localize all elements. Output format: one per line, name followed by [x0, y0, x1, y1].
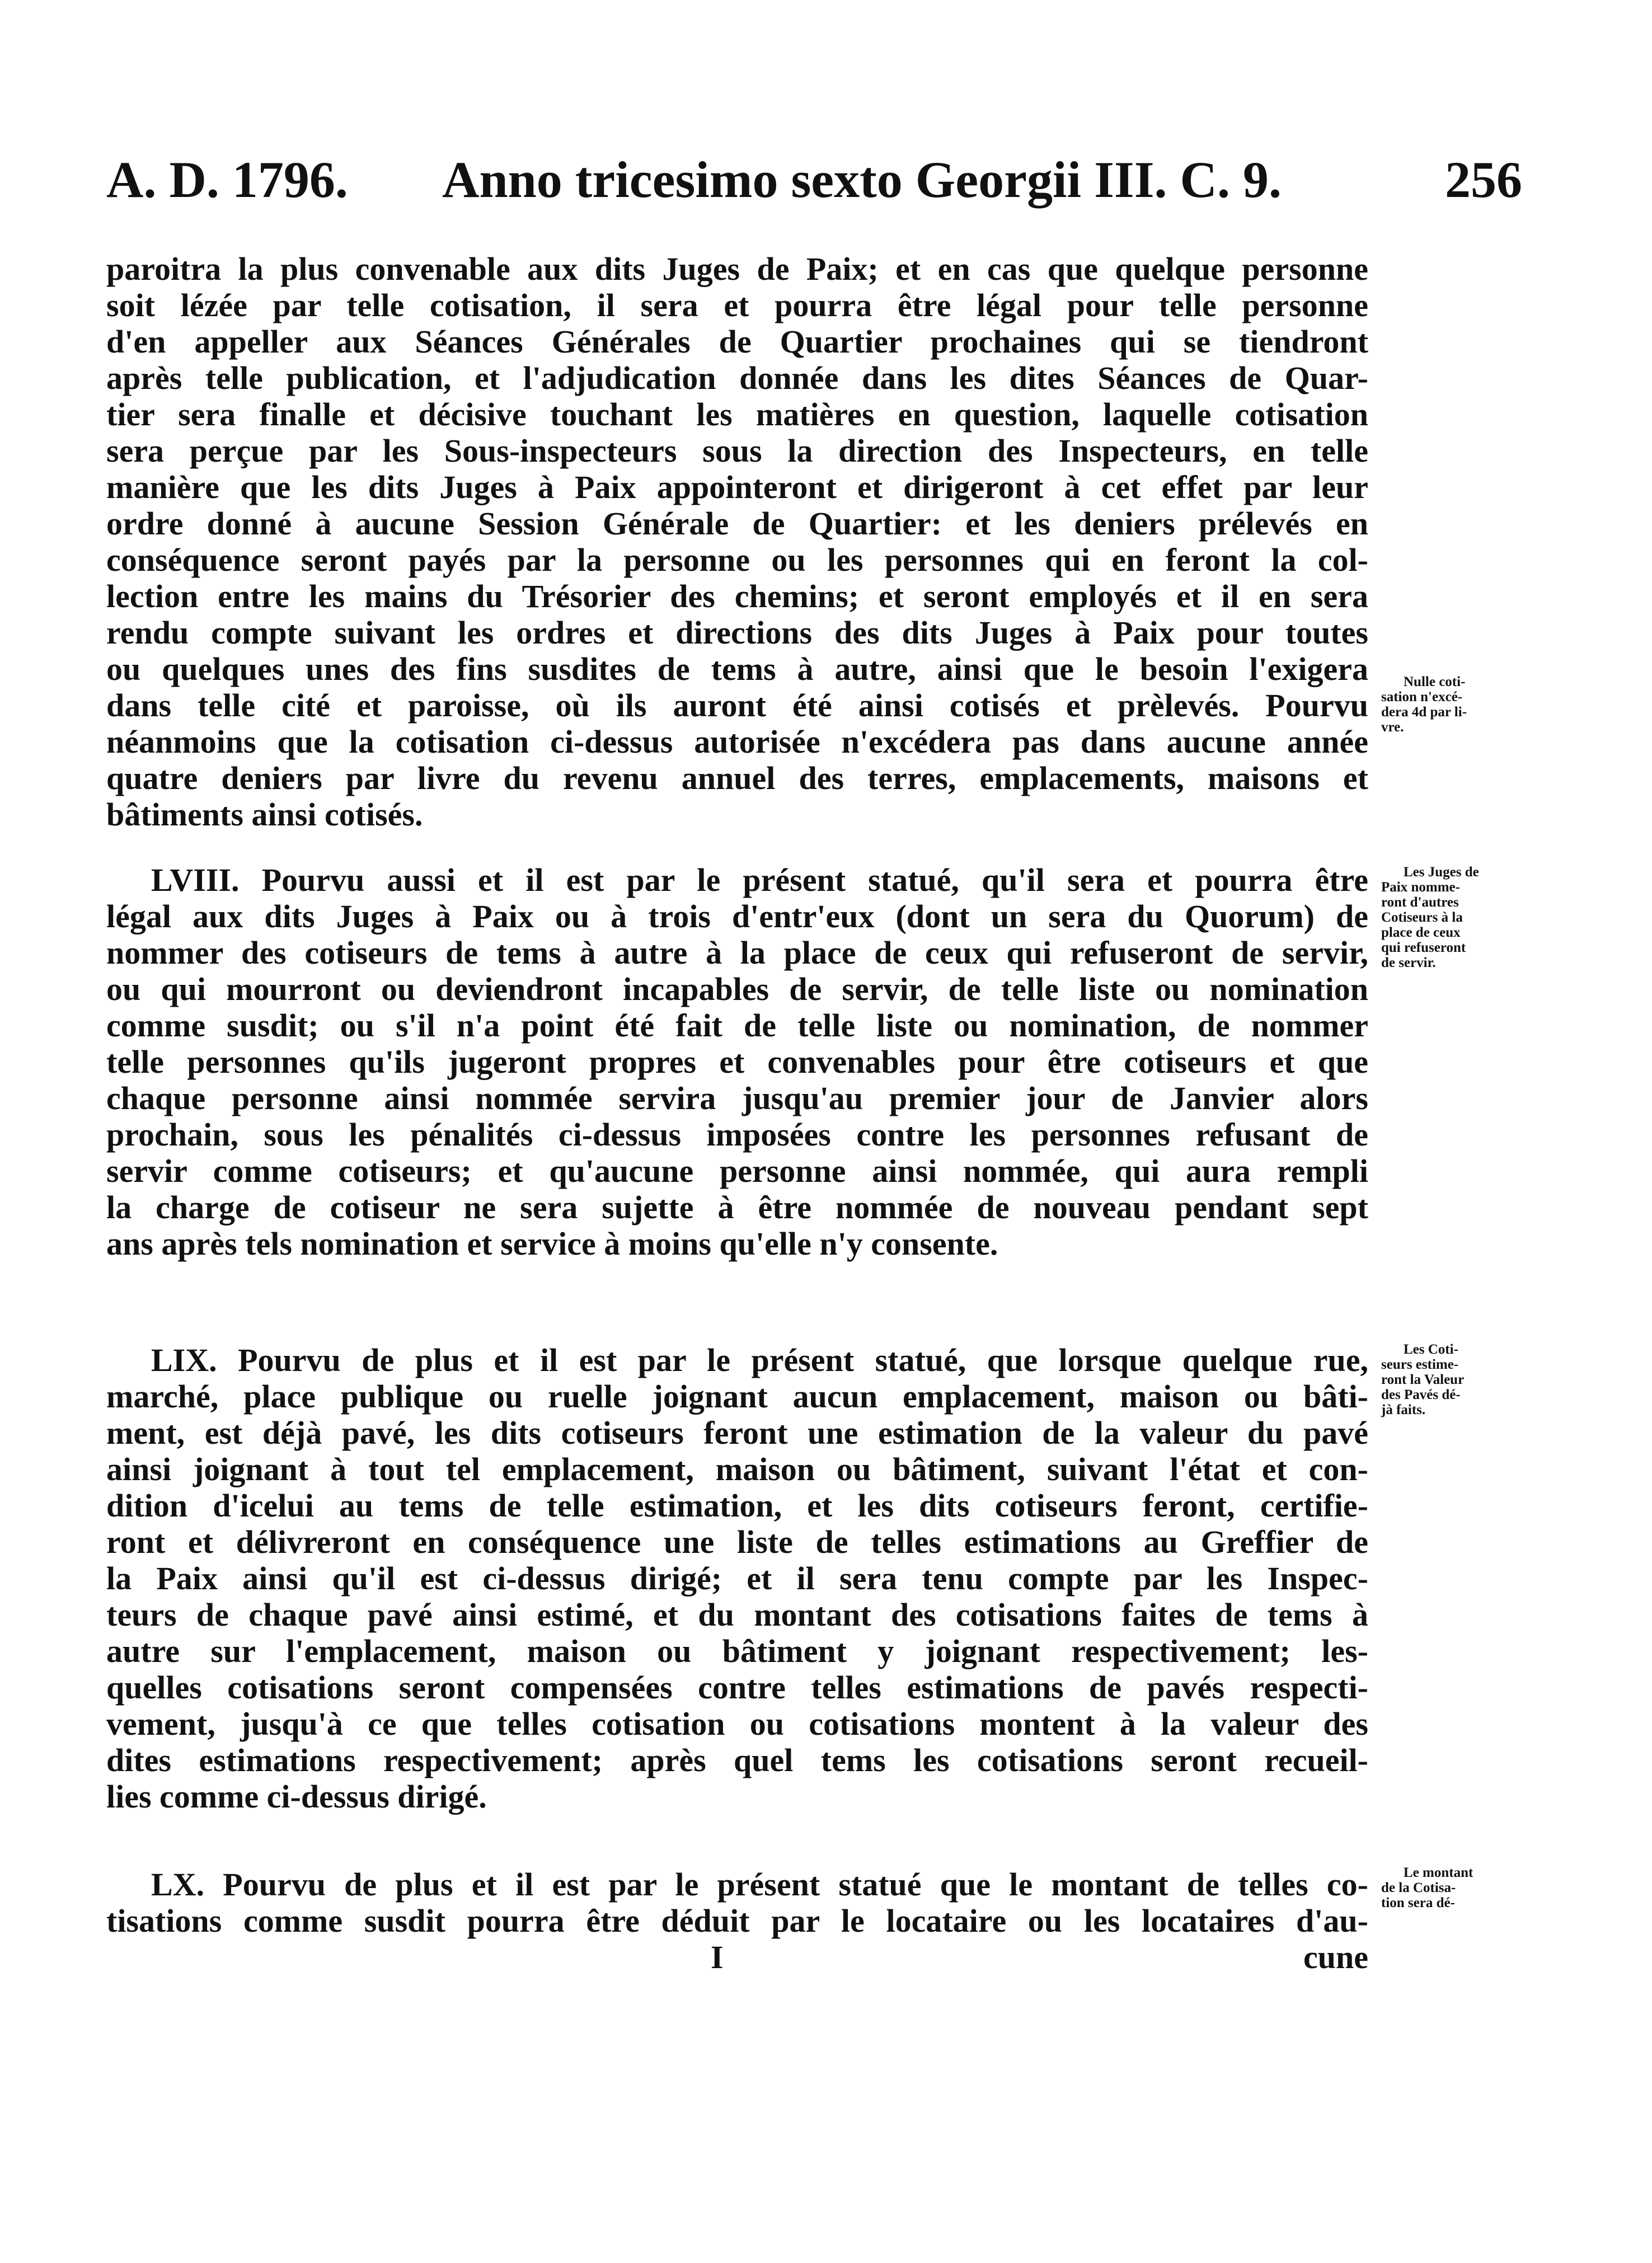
text-line: conséquence seront payés par la personne ou les personnes qui en feront la col-: [106, 542, 1368, 578]
note-line: Cotiseurs à la: [1381, 910, 1463, 925]
text-line: ront et délivreront en conséquence une liste de telles estimations au Greffier de: [106, 1524, 1368, 1560]
text-line: comme susdit; ou s'il n'a point été fait de telle liste ou nomination, de nommer: [106, 1007, 1368, 1044]
text-line: ans après tels nomination et service à moins qu'elle n'y consente.: [106, 1226, 998, 1262]
text-line: ment, est déjà pavé, les dits cotiseurs feront une estimation de la valeur du pavé: [106, 1415, 1368, 1451]
text-line: LX. Pourvu de plus et il est par le présent statué que le montant de telles co-: [151, 1866, 1368, 1903]
note-line: des Pavés dé-: [1381, 1387, 1461, 1402]
text-line: servir comme cotiseurs; et qu'aucune personne ainsi nommée, qui aura rempli: [106, 1153, 1368, 1189]
text-line: rendu compte suivant les ordres et directions des dits Juges à Paix pour toutes: [106, 614, 1368, 651]
text-line: tier sera finalle et décisive touchant les matières en question, laquelle cotisation: [106, 396, 1368, 433]
text-line: sera perçue par les Sous-inspecteurs sous la direction des Inspecteurs, en telle: [106, 433, 1368, 469]
note-line: seurs estime-: [1381, 1357, 1459, 1372]
note-line: dera 4d par li-: [1381, 705, 1467, 720]
text-line: ou qui mourront ou deviendront incapables de servir, de telle liste ou nomination: [106, 971, 1368, 1007]
text-line: lies comme ci-dessus dirigé.: [106, 1778, 487, 1815]
text-line: manière que les dits Juges à Paix appointeront et dirigeront à cet effet par leur: [106, 469, 1368, 505]
catchword: cune: [1303, 1939, 1368, 1975]
note-line: de servir.: [1381, 955, 1436, 970]
text-line: lection entre les mains du Trésorier des chemins; et seront employés et il en sera: [106, 578, 1368, 614]
section-LIX: [106, 1342, 1368, 1815]
page-number: 256: [1445, 151, 1522, 208]
note-line: place de ceux: [1381, 925, 1461, 940]
note-line: ront d'autres: [1381, 895, 1459, 910]
text-line: marché, place publique ou ruelle joignant aucun emplacement, maison ou bâti-: [106, 1378, 1368, 1415]
page-header: [106, 150, 1522, 212]
paragraph-continuation: [106, 251, 1368, 833]
note-line: qui refuseront: [1381, 940, 1466, 955]
signature-line: [106, 1939, 1368, 1975]
text-line: teurs de chaque pavé ainsi estimé, et du montant des cotisations faites de tems à: [106, 1597, 1368, 1633]
signature-mark: I: [711, 1939, 724, 1975]
text-line: bâtiments ainsi cotisés.: [106, 796, 423, 833]
text-line: après telle publication, et l'adjudication donnée dans les dites Séances de Quar-: [106, 360, 1368, 396]
note-line: sation n'excé-: [1381, 689, 1463, 705]
section-LVIII: [106, 862, 1368, 1262]
text-line: ordre donné à aucune Session Générale de Quartier: et les deniers prélevés en: [106, 505, 1368, 542]
header-title: Anno tricesimo sexto Georgii III. C. 9.: [442, 151, 1282, 208]
text-line: dites estimations respectivement; après quel tems les cotisations seront recueil-: [106, 1742, 1368, 1778]
text-line: vement, jusqu'à ce que telles cotisation ou cotisations montent à la valeur des: [106, 1706, 1368, 1742]
text-line: dans telle cité et paroisse, où ils auront été ainsi cotisés et prèlevés. Pourvu: [106, 687, 1368, 724]
text-line: LIX. Pourvu de plus et il est par le présent statué, que lorsque quelque rue,: [151, 1342, 1368, 1378]
text-line: la Paix ainsi qu'il est ci-dessus dirigé; et il sera tenu compte par les Inspec-: [106, 1560, 1368, 1597]
text-line: quatre deniers par livre du revenu annuel des terres, emplacements, maisons et: [106, 760, 1368, 796]
note-line: Les Coti-: [1404, 1342, 1458, 1357]
note-line: Les Juges de: [1404, 865, 1479, 880]
note-line: tion sera dé-: [1381, 1895, 1455, 1910]
text-line: LVIII. Pourvu aussi et il est par le présent statué, qu'il sera et pourra être: [151, 862, 1368, 898]
note-line: jà faits.: [1381, 1402, 1426, 1417]
text-line: telle personnes qu'ils jugeront propres et convenables pour être cotiseurs et que: [106, 1044, 1368, 1080]
text-line: paroitra la plus convenable aux dits Juges de Paix; et en cas que quelque personne: [106, 251, 1368, 287]
text-line: néanmoins que la cotisation ci-dessus autorisée n'excédera pas dans aucune année: [106, 724, 1368, 760]
text-line: la charge de cotiseur ne sera sujette à être nommée de nouveau pendant sept: [106, 1189, 1368, 1226]
note-line: Nulle coti-: [1404, 674, 1466, 689]
text-line: d'en appeller aux Séances Générales de Quartier prochaines qui se tiendront: [106, 323, 1368, 360]
note-line: Le montant: [1404, 1865, 1473, 1880]
header-year: A. D. 1796.: [106, 151, 348, 208]
text-line: légal aux dits Juges à Paix ou à trois d'entr'eux (dont un sera du Quorum) de: [106, 898, 1368, 935]
text-line: autre sur l'emplacement, maison ou bâtiment y joignant respectivement; les-: [106, 1633, 1368, 1669]
text-line: ainsi joignant à tout tel emplacement, maison ou bâtiment, suivant l'état et con-: [106, 1451, 1368, 1487]
note-line: de la Cotisa-: [1381, 1880, 1456, 1895]
margin-note-4: [1381, 1865, 1549, 1910]
text-line: quelles cotisations seront compensées contre telles estimations de pavés respecti-: [106, 1669, 1368, 1706]
text-line: soit lézée par telle cotisation, il sera et pourra être légal pour telle personne: [106, 287, 1368, 323]
text-line: dition d'icelui au tems de telle estimation, et les dits cotiseurs feront, certifie-: [106, 1487, 1368, 1524]
margin-note-3: [1381, 1342, 1549, 1417]
note-line: ront la Valeur: [1381, 1372, 1465, 1387]
margin-note-2: [1381, 865, 1549, 970]
text-line: ou quelques unes des fins susdites de tems à autre, ainsi que le besoin l'exigera: [106, 651, 1368, 687]
text-line: prochain, sous les pénalités ci-dessus imposées contre les personnes refusant de: [106, 1116, 1368, 1153]
section-LX: [106, 1866, 1368, 1975]
margin-note-1: [1381, 674, 1549, 735]
text-line: nommer des cotiseurs de tems à autre à la place de ceux qui refuseront de servir,: [106, 935, 1368, 971]
note-line: vre.: [1381, 720, 1404, 735]
text-line: chaque personne ainsi nommée servira jusqu'au premier jour de Janvier alors: [106, 1080, 1368, 1116]
note-line: Paix nomme-: [1381, 880, 1460, 895]
text-line: tisations comme susdit pourra être déduit par le locataire ou les locataires d'au-: [106, 1903, 1368, 1939]
